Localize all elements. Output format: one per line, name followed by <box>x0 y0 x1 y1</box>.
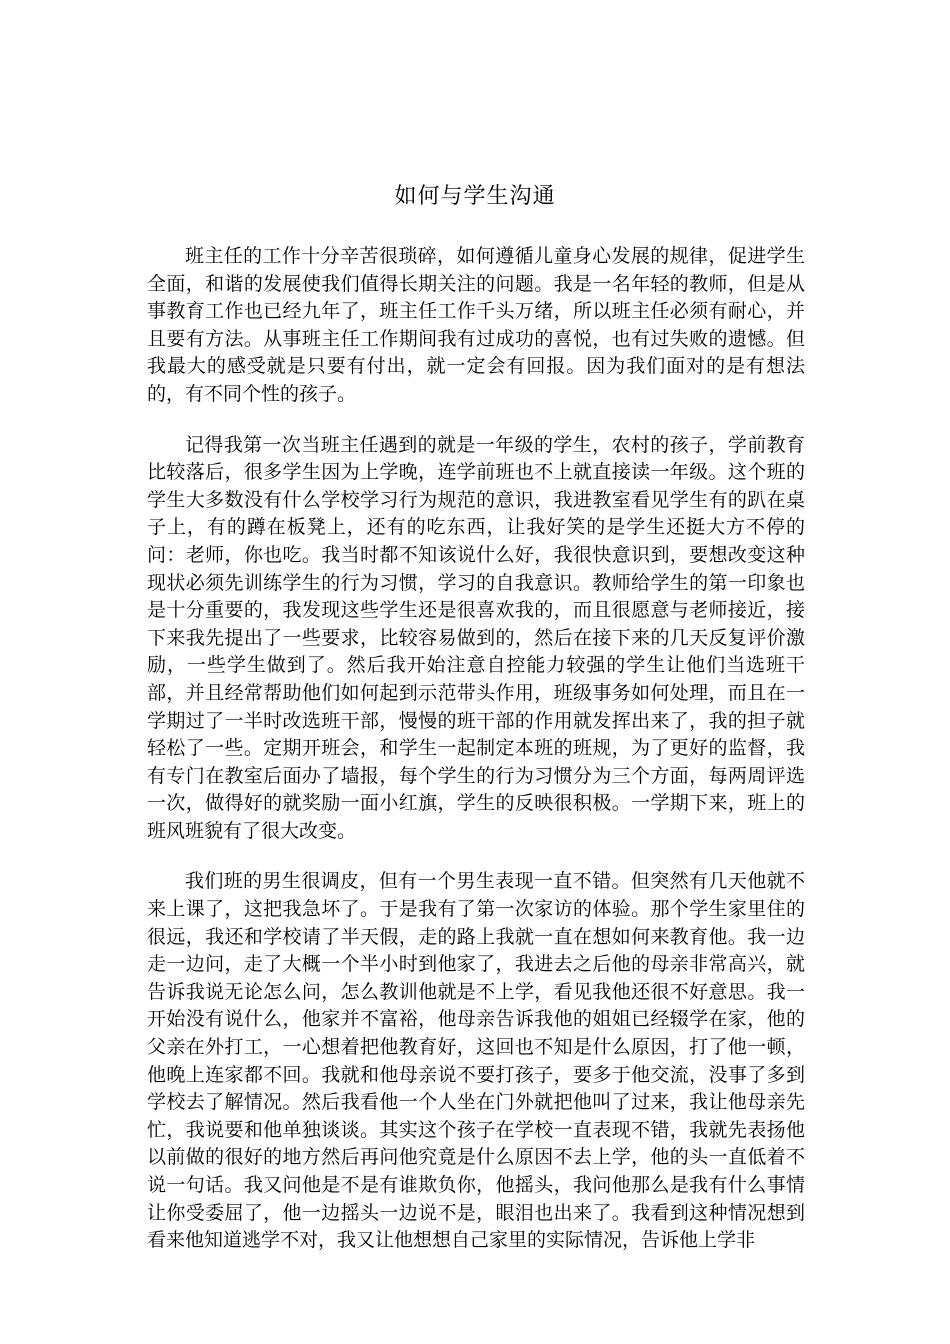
paragraph-3: 我们班的男生很调皮，但有一个男生表现一直不错。但突然有几天他就不来上课了，这把我急坏了。于是我有了第一次家访的体验。那个学生家里住的很远，我还和学校请了半天假，走的路上我就一直在想如何来教育他。我一边走一边问，走了大概一个半小时到他家了，我进去之后他的母亲非常高兴，就告诉我说无论怎么问，怎么教训他就是不上学，看见我他还很不好意思。我一开始没有说什么，他家并不富裕，他母亲告诉我他的姐姐已经辍学在家，他的父亲在外打工，一心想着把他教育好，这回也不知是什么原因，打了他一顿，他晚上连家都不回。我就和他母亲说不要打孩子，要多于他交流，没事了多到学校去了解情况。然后我看他一个人坐在门外就把他叫了过来，我让他母亲先忙，我说要和他单独谈谈。其实这个孩子在学校一直表现不错，我就先表扬他以前做的很好的地方然后再问他究竟是什么原因不去上学，他的头一直低着不说一句话。我又问他是不是有谁欺负你，他摇头，我问他那么是我有什么事情让你受委屈了，他一边摇头一边说不是，眼泪也出来了。我看到这种情况想到看来他知道逃学不对，我又让他想想自己家里的实际情况，告诉他上学非 <box>147 870 805 1252</box>
paragraph-2: 记得我第一次当班主任遇到的就是一年级的学生，农村的孩子，学前教育比较落后，很多学生因为上学晚，连学前班也不上就直接读一年级。这个班的学生大多数没有什么学校学习行为规范的意识，我进教室看见学生有的趴在桌子上，有的蹲在板凳上，还有的吃东西，让我好笑的是学生还挺大方不停的问：老师，你也吃。我当时都不知该说什么好，我很快意识到，要想改变这种现状必须先训练学生的行为习惯，学习的自我意识。教师给学生的第一印象也是十分重要的，我发现这些学生还是很喜欢我的，而且很愿意与老师接近，接下来我先提出了一些要求，比较容易做到的，然后在接下来的几天反复评价激励，一些学生做到了。然后我开始注意自控能力较强的学生让他们当选班干部，并且经常帮助他们如何起到示范带头作用，班级事务如何处理，而且在一学期过了一半时改选班干部，慢慢的班干部的作用就发挥出来了，我的担子就轻松了一些。定期开班会，和学生一起制定本班的班规，为了更好的监督，我有专门在教室后面办了墙报，每个学生的行为习惯分为三个方面，每两周评选一次，做得好的就奖励一面小红旗，学生的反映很积极。一学期下来，班上的班风班貌有了很大改变。 <box>147 433 805 842</box>
document-body <box>147 243 805 1278</box>
document-title: 如何与学生沟通 <box>394 184 556 209</box>
paragraph-1: 班主任的工作十分辛苦很琐碎，如何遵循儿童身心发展的规律，促进学生全面，和谐的发展使我们值得长期关注的问题。我是一名年轻的教师，但是从事教育工作也已经九年了，班主任工作千头万绪，所以班主任必须有耐心，并且要有方法。从事班主任工作期间我有过成功的喜悦，也有过失败的遗憾。但我最大的感受就是只要有付出，就一定会有回报。因为我们面对的是有想法的，有不同个性的孩子。 <box>147 245 805 405</box>
